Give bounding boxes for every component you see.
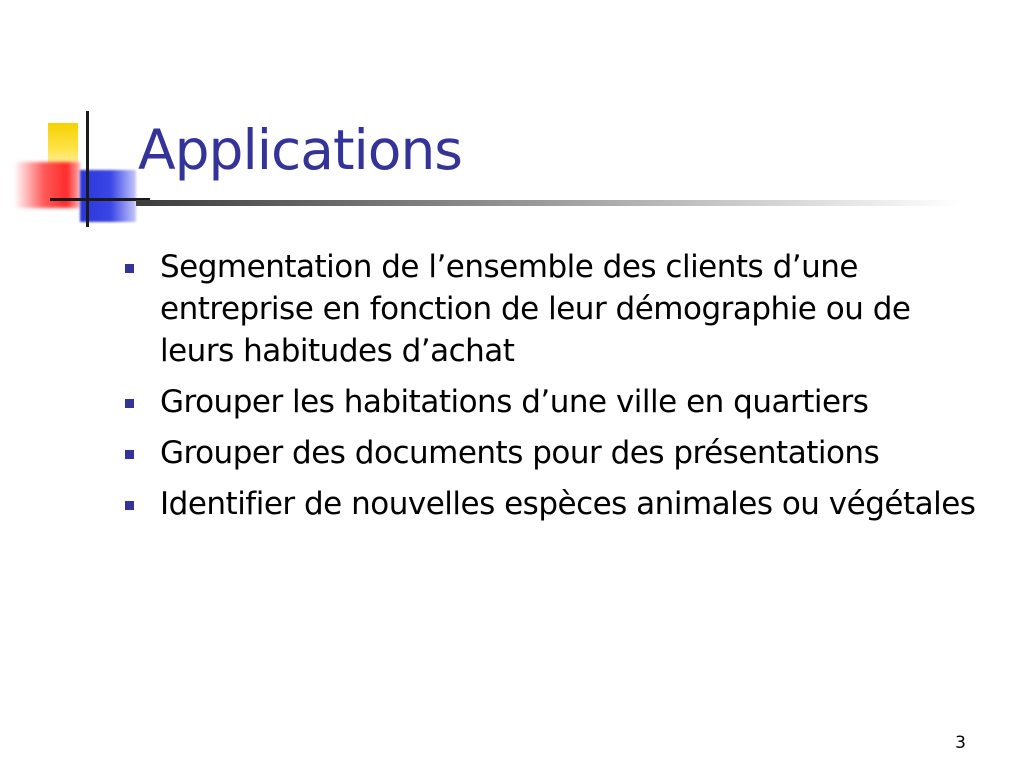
title-underline-rule [136,200,960,206]
bullet-item [122,246,982,372]
square-bullet-icon [125,501,134,510]
square-bullet-icon [125,450,134,459]
bullet-text: Grouper des documents pour des présentations [160,435,880,471]
bullet-item [122,381,982,423]
square-bullet-icon [125,264,134,273]
template-logo-decoration [0,0,150,240]
bullet-text: Identifier de nouvelles espèces animales ou végétales [160,486,976,522]
vertical-line-decoration [86,111,89,227]
bullet-text: Segmentation de l’ensemble des clients d’une entreprise en fonction de leur démographie ou de leurs habitudes d’achat [160,249,911,369]
slide-title: Applications [138,118,462,182]
bullet-text: Grouper les habitations d’une ville en quartiers [160,384,869,420]
page-number: 3 [955,733,966,753]
red-square-decoration [14,162,80,208]
bullet-list [122,246,982,534]
square-bullet-icon [125,399,134,408]
yellow-square-decoration [48,123,78,167]
bullet-item [122,483,982,525]
horizontal-line-decoration [50,198,150,201]
bullet-item [122,432,982,474]
